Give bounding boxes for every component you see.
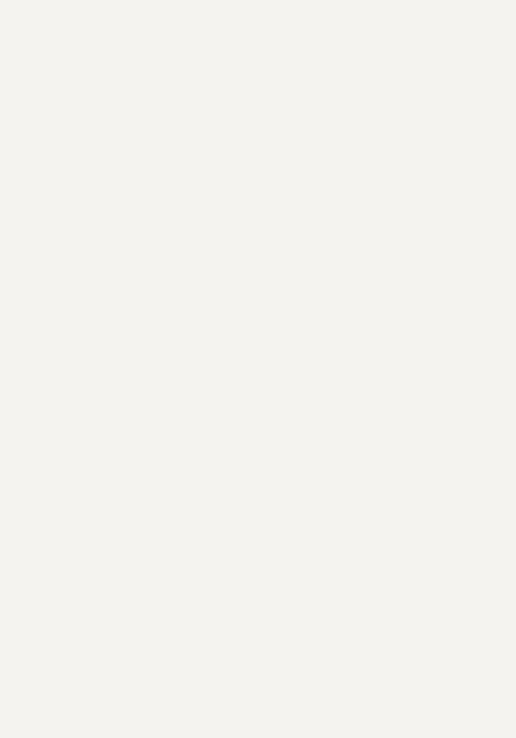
top-band: [32, 42, 488, 278]
bottom-band: [32, 284, 488, 700]
